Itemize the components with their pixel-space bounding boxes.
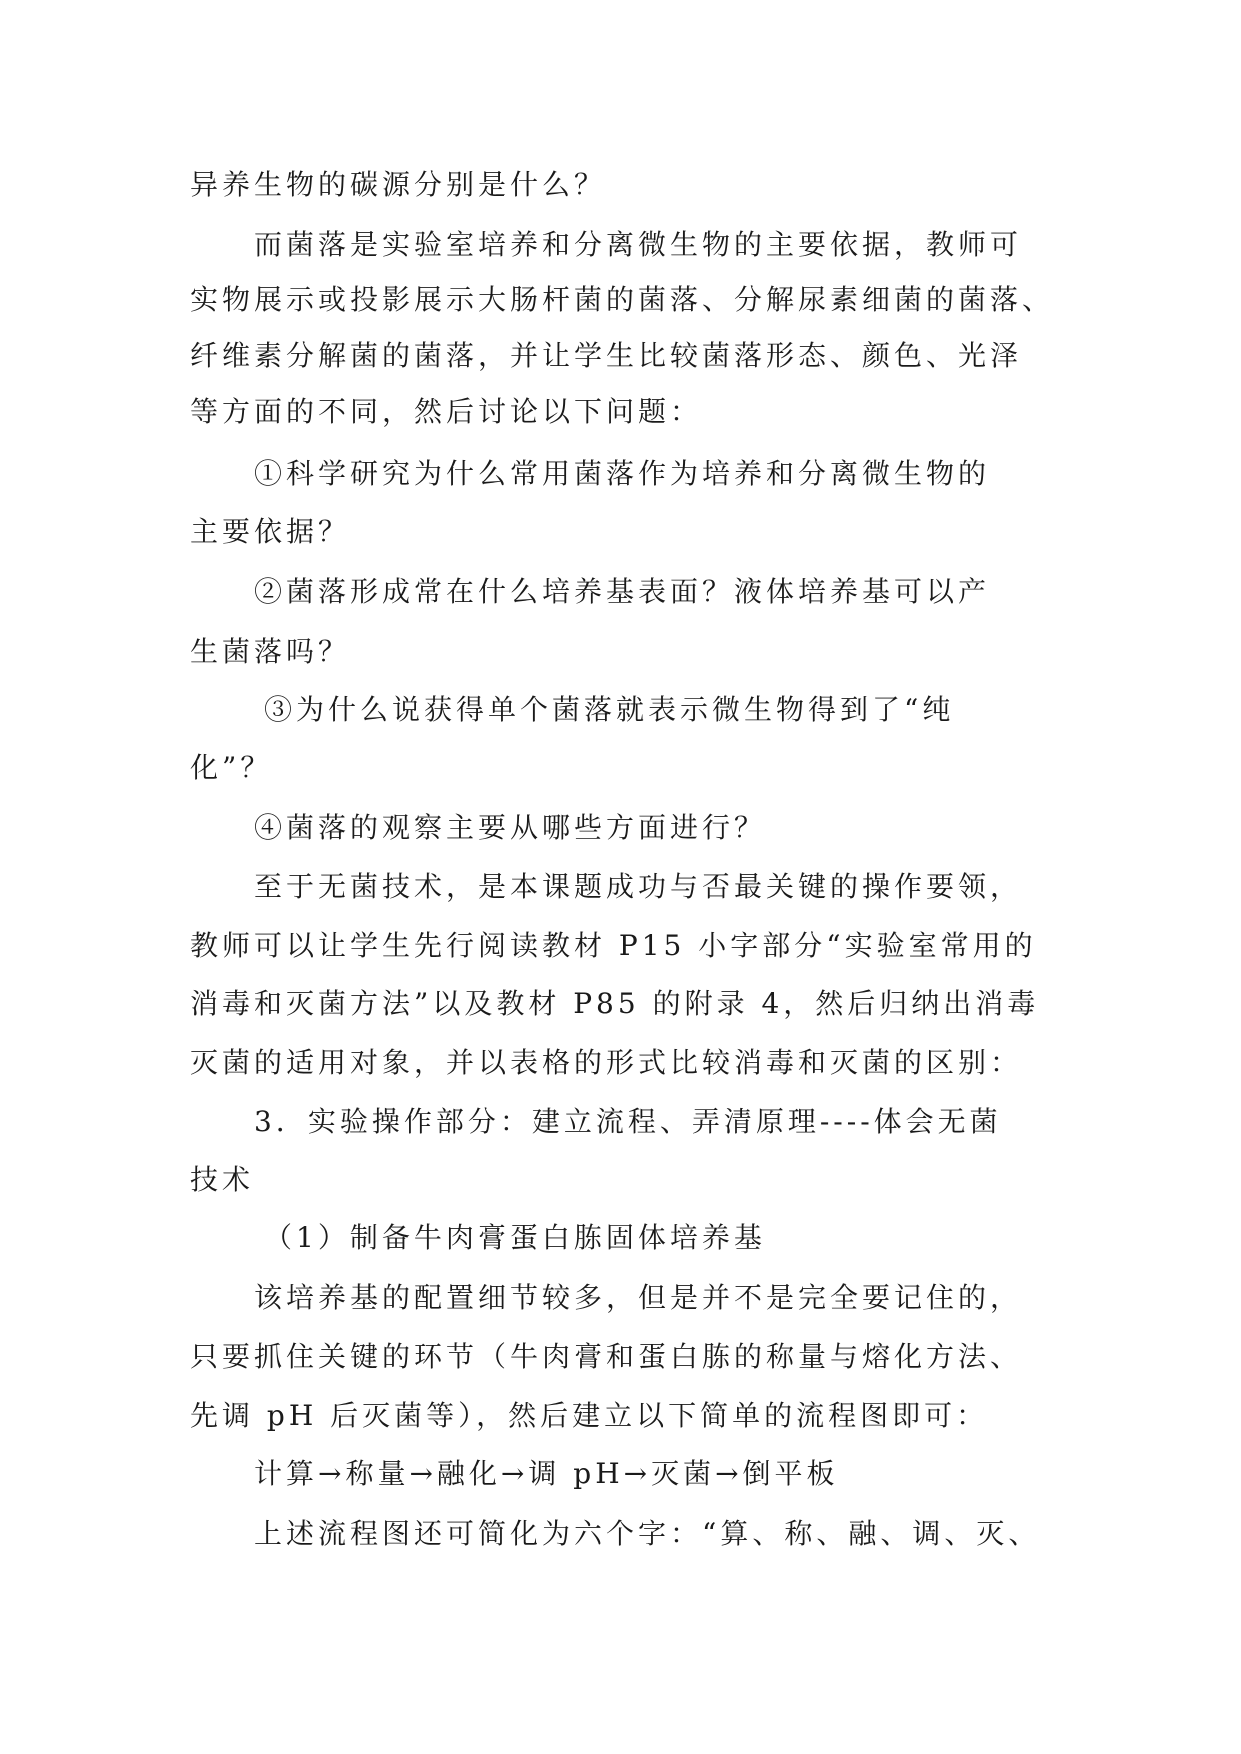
text-line: 化”？ xyxy=(190,751,273,784)
text-line: 技术 xyxy=(190,1163,255,1196)
text-line: 异养生物的碳源分别是什么？ xyxy=(190,168,607,201)
subsection-heading: （1）制备牛肉膏蛋白胨固体培养基 xyxy=(264,1221,766,1254)
text-line: 主要依据？ xyxy=(190,515,351,548)
question-line: ③为什么说获得单个菌落就表示微生物得到了“纯 xyxy=(264,693,955,726)
text-line: 至于无菌技术，是本课题成功与否最关键的操作要领， xyxy=(254,870,1023,903)
text-line: 上述流程图还可简化为六个字：“算、称、融、调、灭、 xyxy=(254,1517,1041,1550)
text-line: 纤维素分解菌的菌落，并让学生比较菌落形态、颜色、光泽 xyxy=(190,339,1023,372)
question-line: ①科学研究为什么常用菌落作为培养和分离微生物的 xyxy=(254,457,991,490)
flow-line: 计算→称量→融化→调 pH→灭菌→倒平板 xyxy=(254,1457,839,1490)
text-line: 等方面的不同，然后讨论以下问题： xyxy=(190,395,703,428)
text-line: 只要抓住关键的环节（牛肉膏和蛋白胨的称量与熔化方法、 xyxy=(190,1340,1023,1373)
text-line: 灭菌的适用对象，并以表格的形式比较消毒和灭菌的区别： xyxy=(190,1046,1023,1079)
section-heading: 3．实验操作部分：建立流程、弄清原理----体会无菌 xyxy=(254,1105,1002,1138)
text-line: 消毒和灭菌方法”以及教材 P85 的附录 4，然后归纳出消毒 xyxy=(190,987,1040,1020)
text-line: 而菌落是实验室培养和分离微生物的主要依据，教师可 xyxy=(254,228,1023,261)
text-line: 教师可以让学生先行阅读教材 P15 小字部分“实验室常用的 xyxy=(190,929,1037,962)
text-line: 实物展示或投影展示大肠杆菌的菌落、分解尿素细菌的菌落、 xyxy=(190,283,1055,316)
question-line: ②菌落形成常在什么培养基表面？液体培养基可以产 xyxy=(254,575,991,608)
text-line: 该培养基的配置细节较多，但是并不是完全要记住的， xyxy=(254,1281,1023,1314)
text-line: 先调 pH 后灭菌等），然后建立以下简单的流程图即可： xyxy=(190,1399,989,1432)
text-line: 生菌落吗？ xyxy=(190,635,351,668)
question-line: ④菌落的观察主要从哪些方面进行？ xyxy=(254,811,767,844)
